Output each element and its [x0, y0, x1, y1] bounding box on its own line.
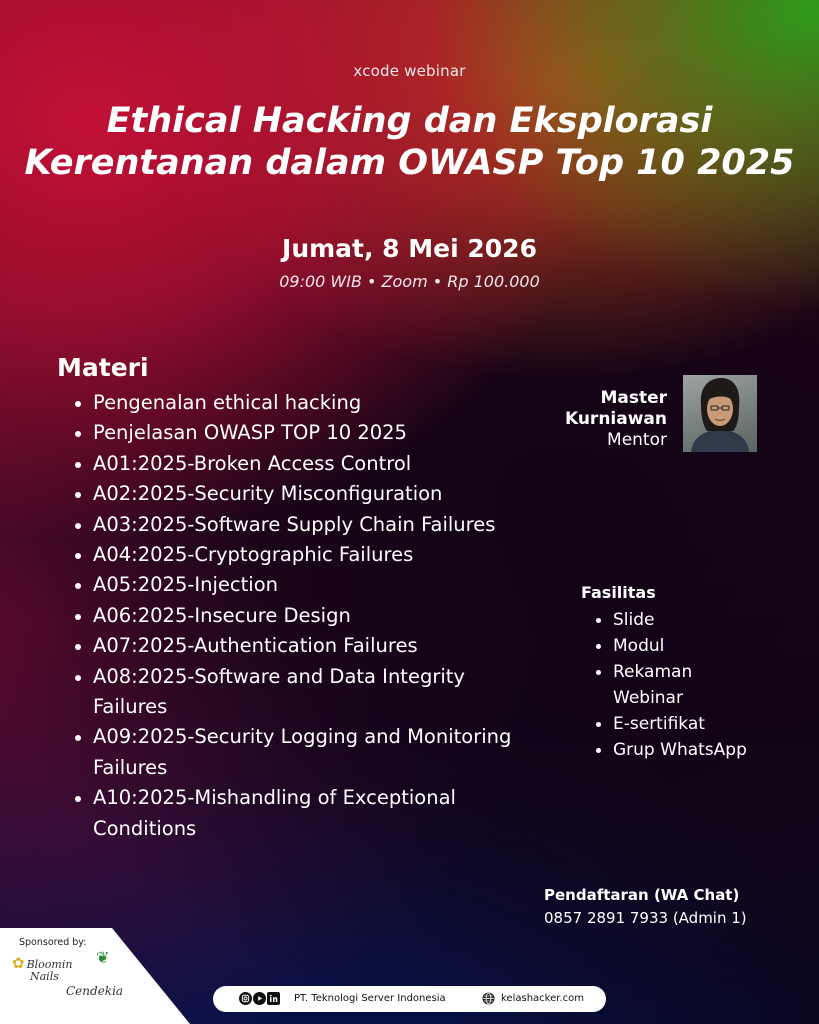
fasilitas-item: Modul	[594, 633, 794, 659]
mentor-name	[520, 388, 667, 430]
registration-heading: Pendaftaran (WA Chat)	[544, 886, 740, 904]
materi-item: A06:2025-Insecure Design	[70, 601, 540, 631]
event-title	[0, 100, 819, 184]
sponsor-logo-line-2: Nails	[30, 970, 59, 983]
materi-item: A08:2025-Software and Data Integrity Failures	[70, 662, 540, 723]
materi-list	[70, 388, 540, 844]
materi-item: A07:2025-Authentication Failures	[70, 631, 540, 661]
fasilitas-item: E-sertifikat	[594, 711, 794, 737]
sponsor-logo-bloomin-nails	[12, 954, 73, 983]
series-label: xcode webinar	[353, 62, 466, 80]
mentor-portrait-icon	[683, 375, 757, 452]
fasilitas-item: Grup WhatsApp	[594, 737, 794, 763]
materi-item: A01:2025-Broken Access Control	[70, 449, 540, 479]
registration-contact[interactable]: 0857 2891 7933 (Admin 1)	[544, 909, 747, 927]
materi-item: A04:2025-Cryptographic Failures	[70, 540, 540, 570]
mentor-role: Mentor	[607, 430, 667, 450]
materi-heading: Materi	[57, 353, 149, 382]
instagram-icon[interactable]	[239, 992, 252, 1005]
sponsor-logo-line-1: Bloomin	[26, 958, 73, 971]
materi-item: A02:2025-Security Misconfiguration	[70, 479, 540, 509]
sponsor-logo-cendekia: Cendekia	[66, 984, 124, 998]
sponsor-leaf-icon: ❦	[96, 948, 110, 967]
materi-item: A05:2025-Injection	[70, 570, 540, 600]
event-info: 09:00 WIB • Zoom • Rp 100.000	[279, 272, 540, 291]
mentor-name-line-1: Master	[600, 388, 667, 408]
linkedin-icon[interactable]	[267, 992, 280, 1005]
event-title-line-2: Kerentanan dalam OWASP Top 10 2025	[24, 143, 795, 183]
sponsor-label: Sponsored by:	[19, 937, 87, 948]
mentor-name-line-2: Kurniawan	[564, 409, 667, 429]
event-date: Jumat, 8 Mei 2026	[282, 234, 537, 263]
company-name: PT. Teknologi Server Indonesia	[294, 993, 446, 1004]
mentor-photo	[683, 375, 757, 452]
globe-icon	[482, 992, 495, 1005]
fasilitas-item: Slide	[594, 607, 794, 633]
fasilitas-item: Rekaman Webinar	[594, 659, 718, 711]
youtube-icon[interactable]	[253, 992, 266, 1005]
fasilitas-list	[594, 607, 794, 763]
footer-bar	[213, 986, 606, 1012]
fasilitas-heading: Fasilitas	[581, 583, 656, 602]
materi-item: A10:2025-Mishandling of Exceptional Conditions	[70, 783, 540, 844]
website-link[interactable]: kelashacker.com	[501, 993, 584, 1004]
flower-icon: ✿	[12, 954, 25, 972]
materi-item: A03:2025-Software Supply Chain Failures	[70, 510, 540, 540]
social-icons	[239, 992, 281, 1005]
materi-item: Pengenalan ethical hacking	[70, 388, 540, 418]
event-title-line-1: Ethical Hacking dan Eksplorasi	[106, 101, 713, 141]
materi-item: A09:2025-Security Logging and Monitoring Failures	[70, 722, 540, 783]
materi-item: Penjelasan OWASP TOP 10 2025	[70, 418, 540, 448]
